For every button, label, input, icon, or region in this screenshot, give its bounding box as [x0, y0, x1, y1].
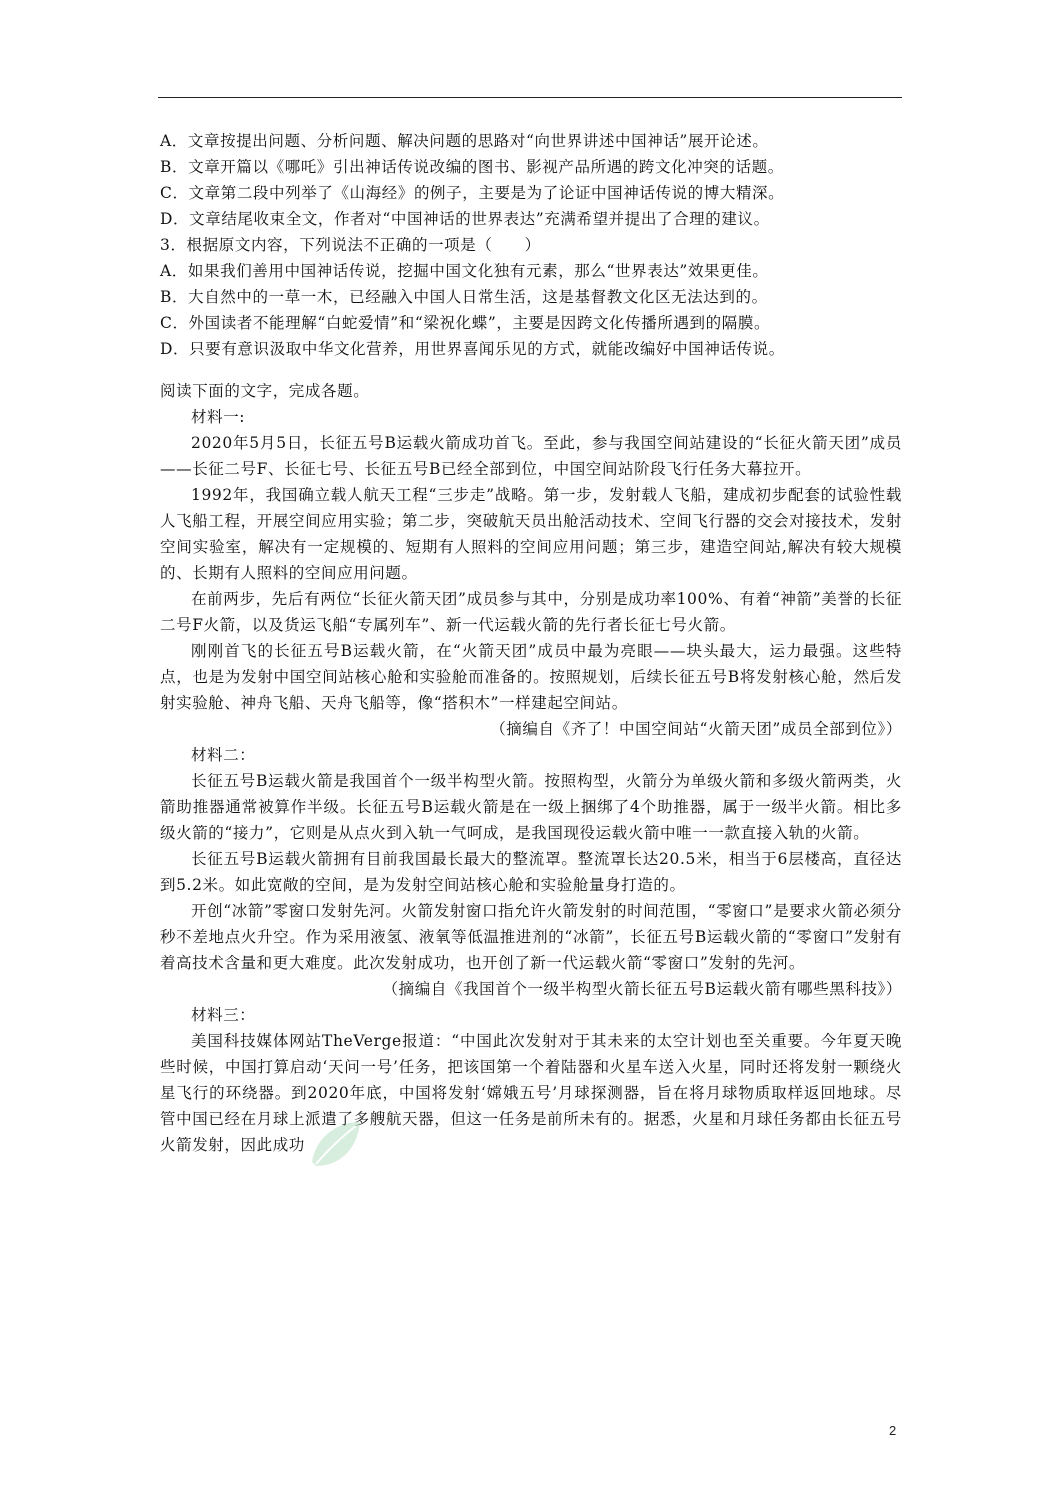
header-rule	[158, 97, 902, 98]
q2-option-b: B．文章开篇以《哪吒》引出神话传说改编的图书、影视产品所遇的跨文化冲突的话题。	[160, 158, 784, 176]
material2-source: （摘编自《我国首个一级半构型火箭长征五号B运载火箭有哪些黑科技》）	[382, 980, 902, 998]
material2-label: 材料二：	[191, 746, 256, 764]
material1-paragraph-2: 1992年，我国确立载人航天工程“三步走”战略。第一步，发射载人飞船，建成初步配套的试验性载人飞船工程，开展空间应用实验；第二步，突破航天员出舱活动技术、空间飞行器的交会对接技术，发射空间实验室，解决有一定规模的、短期有人照料的空间应用问题；第三步，建造空间站,解决有较大规模的、长期有人照料的空间应用问题。	[160, 486, 902, 582]
material2-paragraph-2: 长征五号B运载火箭拥有目前我国最长最大的整流罩。整流罩长达20.5米，相当于6层楼高，直径达到5.2米。如此宽敞的空间，是为发射空间站核心舱和实验舱量身打造的。	[160, 850, 902, 894]
q2-option-d: D．文章结尾收束全文，作者对“中国神话的世界表达”充满希望并提出了合理的建议。	[160, 210, 770, 228]
material1-source: （摘编自《齐了！中国空间站“火箭天团”成员全部到位》）	[490, 720, 902, 738]
q2-option-c: C．文章第二段中列举了《山海经》的例子，主要是为了论证中国神话传说的博大精深。	[160, 184, 785, 202]
q3-option-c: C．外国读者不能理解“白蛇爱情”和“梁祝化蝶”，主要是因跨文化传播所遇到的隔膜。	[160, 314, 771, 332]
section-gap	[160, 362, 902, 378]
q2-option-a: A．文章按提出问题、分析问题、解决问题的思路对“向世界讲述中国神话”展开论述。	[160, 132, 769, 150]
material3-paragraph-1: 美国科技媒体网站TheVerge报道：“中国此次发射对于其未来的太空计划也至关重要。今年夏天晚些时候，中国打算启动‘天问一号’任务，把该国第一个着陆器和火星车送入火星，同时还将发射一颗绕火星飞行的环绕器。到2020年底，中国将发射‘嫦娥五号’月球探测器，旨在将月球物质取样返回地球。尽管中国已经在月球上派遣了多艘航天器，但这一任务是前所未有的。据悉，火星和月球任务都由长征五号火箭发射，因此成功	[160, 1032, 902, 1154]
material1-paragraph-4: 刚刚首飞的长征五号B运载火箭，在“火箭天团”成员中最为亮眼——块头最大，运力最强。这些特点，也是为发射中国空间站核心舱和实验舱而准备的。按照规划，后续长征五号B将发射核心舱，然后发射实验舱、神舟飞船、天舟飞船等，像“搭积木”一样建起空间站。	[160, 642, 902, 712]
q3-option-b: B．大自然中的一草一木，已经融入中国人日常生活，这是基督教文化区无法达到的。	[160, 288, 768, 306]
material2-paragraph-3: 开创“冰箭”零窗口发射先河。火箭发射窗口指允许火箭发射的时间范围，“零窗口”是要求火箭必须分秒不差地点火升空。作为采用液氢、液氧等低温推进剂的“冰箭”，长征五号B运载火箭的“零窗口”发射有着高技术含量和更大难度。此次发射成功，也开创了新一代运载火箭“零窗口”发射的先河。	[160, 902, 902, 972]
material2-paragraph-1: 长征五号B运载火箭是我国首个一级半构型火箭。按照构型，火箭分为单级火箭和多级火箭两类，火箭助推器通常被算作半级。长征五号B运载火箭是在一级上捆绑了4个助推器，属于一级半火箭。相比多级火箭的“接力”，它则是从点火到入轨一气呵成，是我国现役运载火箭中唯一一款直接入轨的火箭。	[160, 772, 902, 842]
page-number: 2	[889, 1423, 897, 1438]
q3-stem: 3．根据原文内容，下列说法不正确的一项是（ ）	[160, 236, 541, 254]
material3-label: 材料三：	[191, 1006, 256, 1024]
material1-paragraph-1: 2020年5月5日，长征五号B运载火箭成功首飞。至此，参与我国空间站建设的“长征火箭天团”成员——长征二号F、长征七号、长征五号B已经全部到位，中国空间站阶段飞行任务大幕拉开。	[160, 434, 902, 478]
q3-option-d: D．只要有意识汲取中华文化营养，用世界喜闻乐见的方式，就能改编好中国神话传说。	[160, 340, 785, 358]
reading-intro: 阅读下面的文字，完成各题。	[160, 382, 370, 400]
material1-label: 材料一:	[191, 408, 246, 426]
page-content	[160, 128, 902, 1158]
material1-paragraph-3: 在前两步，先后有两位“长征火箭天团”成员参与其中，分别是成功率100%、有着“神箭”美誉的长征二号F火箭，以及货运飞船“专属列车”、新一代运载火箭的先行者长征七号火箭。	[160, 590, 902, 634]
q3-option-a: A．如果我们善用中国神话传说，挖掘中国文化独有元素，那么“世界表达”效果更佳。	[160, 262, 769, 280]
